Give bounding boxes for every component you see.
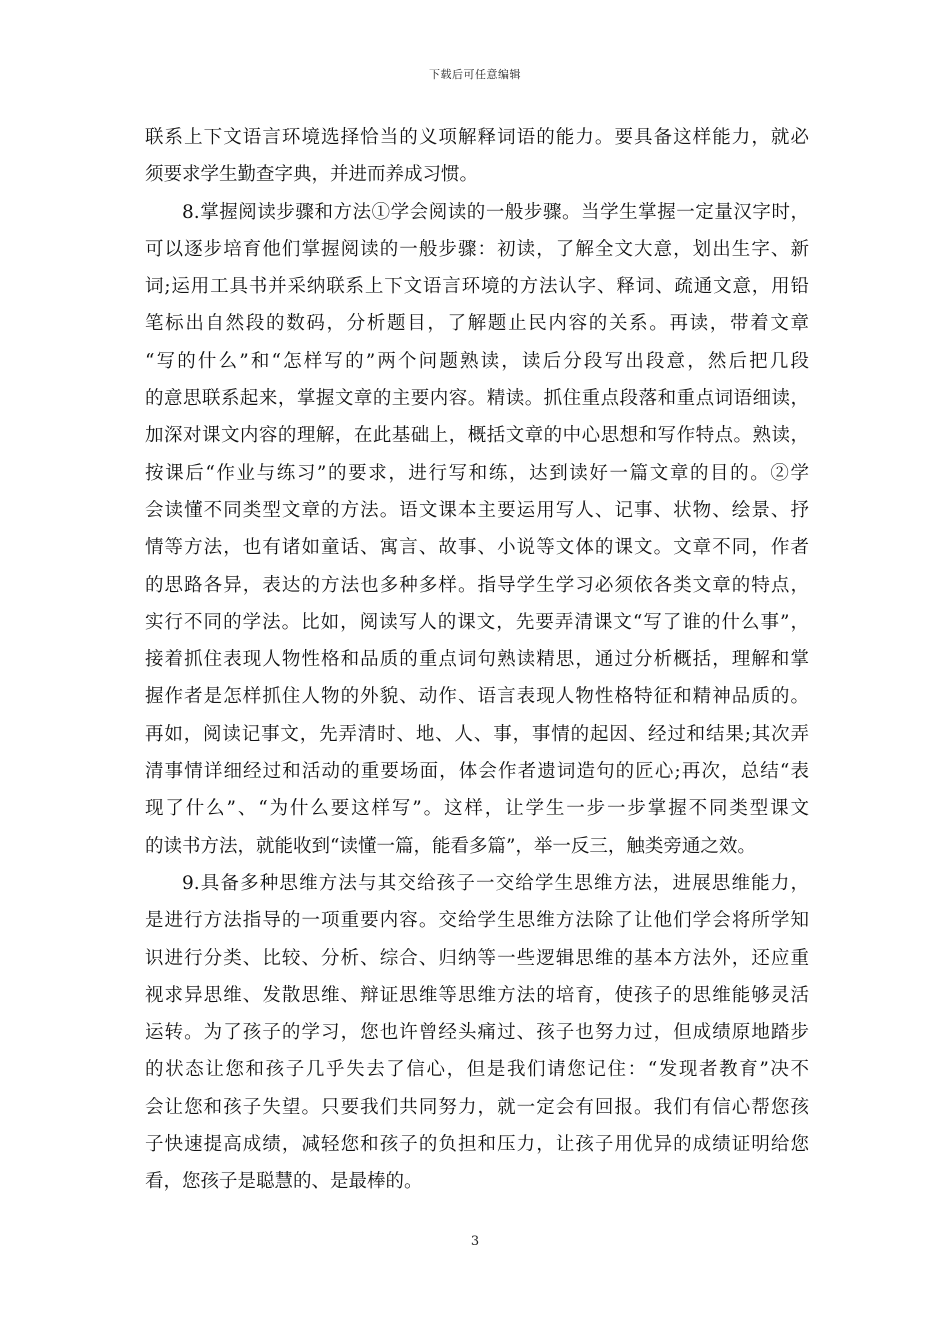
document-body <box>145 124 809 1206</box>
text-line: 运转。为了孩子的学习，您也许曾经头痛过、孩子也努力过，但成绩原地踏步 <box>145 1022 809 1044</box>
text-line: 握作者是怎样抓住人物的外貌、动作、语言表现人物性格特征和精神品质的。 <box>145 686 809 708</box>
text-line: 识进行分类、比较、分析、综合、归纳等一些逻辑思维的基本方法外，还应重 <box>145 947 809 969</box>
text-line: 笔标出自然段的数码，分析题目，了解题止民内容的关系。再读，带着文章 <box>145 313 809 335</box>
text-line: 的思路各异，表达的方法也多种多样。指导学生学习必须依各类文章的特点， <box>145 574 809 596</box>
text-line: 联系上下文语言环境选择恰当的义项解释词语的能力。要具备这样能力，就必 <box>145 127 809 148</box>
text-line: 的意思联系起来，掌握文章的主要内容。精读。抓住重点段落和重点词语细读， <box>145 388 809 410</box>
text-line: 现了什么”、“为什么要这样写”。这样，让学生一步一步掌握不同类型课文 <box>145 798 809 820</box>
text-line: 会让您和孩子失望。只要我们共同努力，就一定会有回报。我们有信心帮您孩 <box>145 1096 809 1118</box>
text-line: 是进行方法指导的一项重要内容。交给学生思维方法除了让他们学会将所学知 <box>145 910 809 932</box>
text-line: 再如，阅读记事文，先弄清时、地、人、事，事情的起因、经过和结果;其次弄 <box>145 723 809 745</box>
text-line: 的状态让您和孩子几乎失去了信心，但是我们请您记住：“发现者教育”决不 <box>145 1059 809 1081</box>
text-line: 词;运用工具书并采纳联系上下文语言环境的方法认字、释词、疏通文意，用铅 <box>145 276 809 298</box>
text-line: 须要求学生勤查字典，并进而养成习惯。 <box>145 164 479 186</box>
text-line: 会读懂不同类型文章的方法。语文课本主要运用写人、记事、状物、绘景、抒 <box>145 499 809 521</box>
text-line: 按课后“作业与练习”的要求，进行写和练，达到读好一篇文章的目的。②学 <box>145 462 809 484</box>
text-line: 看，您孩子是聪慧的、是最棒的。 <box>145 1171 423 1193</box>
page-header: 下载后可任意编辑 <box>429 68 521 81</box>
text-line: 接着抓住表现人物性格和品质的重点词句熟读精思，通过分析概括，理解和掌 <box>145 649 809 671</box>
text-line: 的读书方法，就能收到“读懂一篇，能看多篇”，举一反三，触类旁通之效。 <box>145 835 756 857</box>
text-line: 子快速提高成绩，减轻您和孩子的负担和压力，让孩子用优异的成绩证明给您 <box>145 1134 809 1156</box>
text-line: 清事情详细经过和活动的重要场面，体会作者遗词造句的匠心;再次，总结“表 <box>145 761 809 783</box>
text-line: 视求异思维、发散思维、辩证思维等思维方法的培育，使孩子的思维能够灵活 <box>145 984 809 1006</box>
text-line: 加深对课文内容的理解，在此基础上，概括文章的中心思想和写作特点。熟读， <box>145 425 809 447</box>
text-line: 情等方法，也有诸如童话、寓言、故事、小说等文体的课文。文章不同，作者 <box>145 537 809 559</box>
text-line: 9.具备多种思维方法与其交给孩子一交给学生思维方法，进展思维能力， <box>182 872 809 894</box>
text-line: 可以逐步培育他们掌握阅读的一般步骤：初读，了解全文大意，划出生字、新 <box>145 238 809 260</box>
text-line: 实行不同的学法。比如，阅读写人的课文，先要弄清课文“写了谁的什么事”， <box>145 611 809 633</box>
page-number: 3 <box>470 1234 480 1249</box>
text-line: “写的什么”和“怎样写的”两个问题熟读，读后分段写出段意，然后把几段 <box>145 350 809 372</box>
text-line: 8.掌握阅读步骤和方法①学会阅读的一般步骤。当学生掌握一定量汉字时， <box>182 201 809 223</box>
